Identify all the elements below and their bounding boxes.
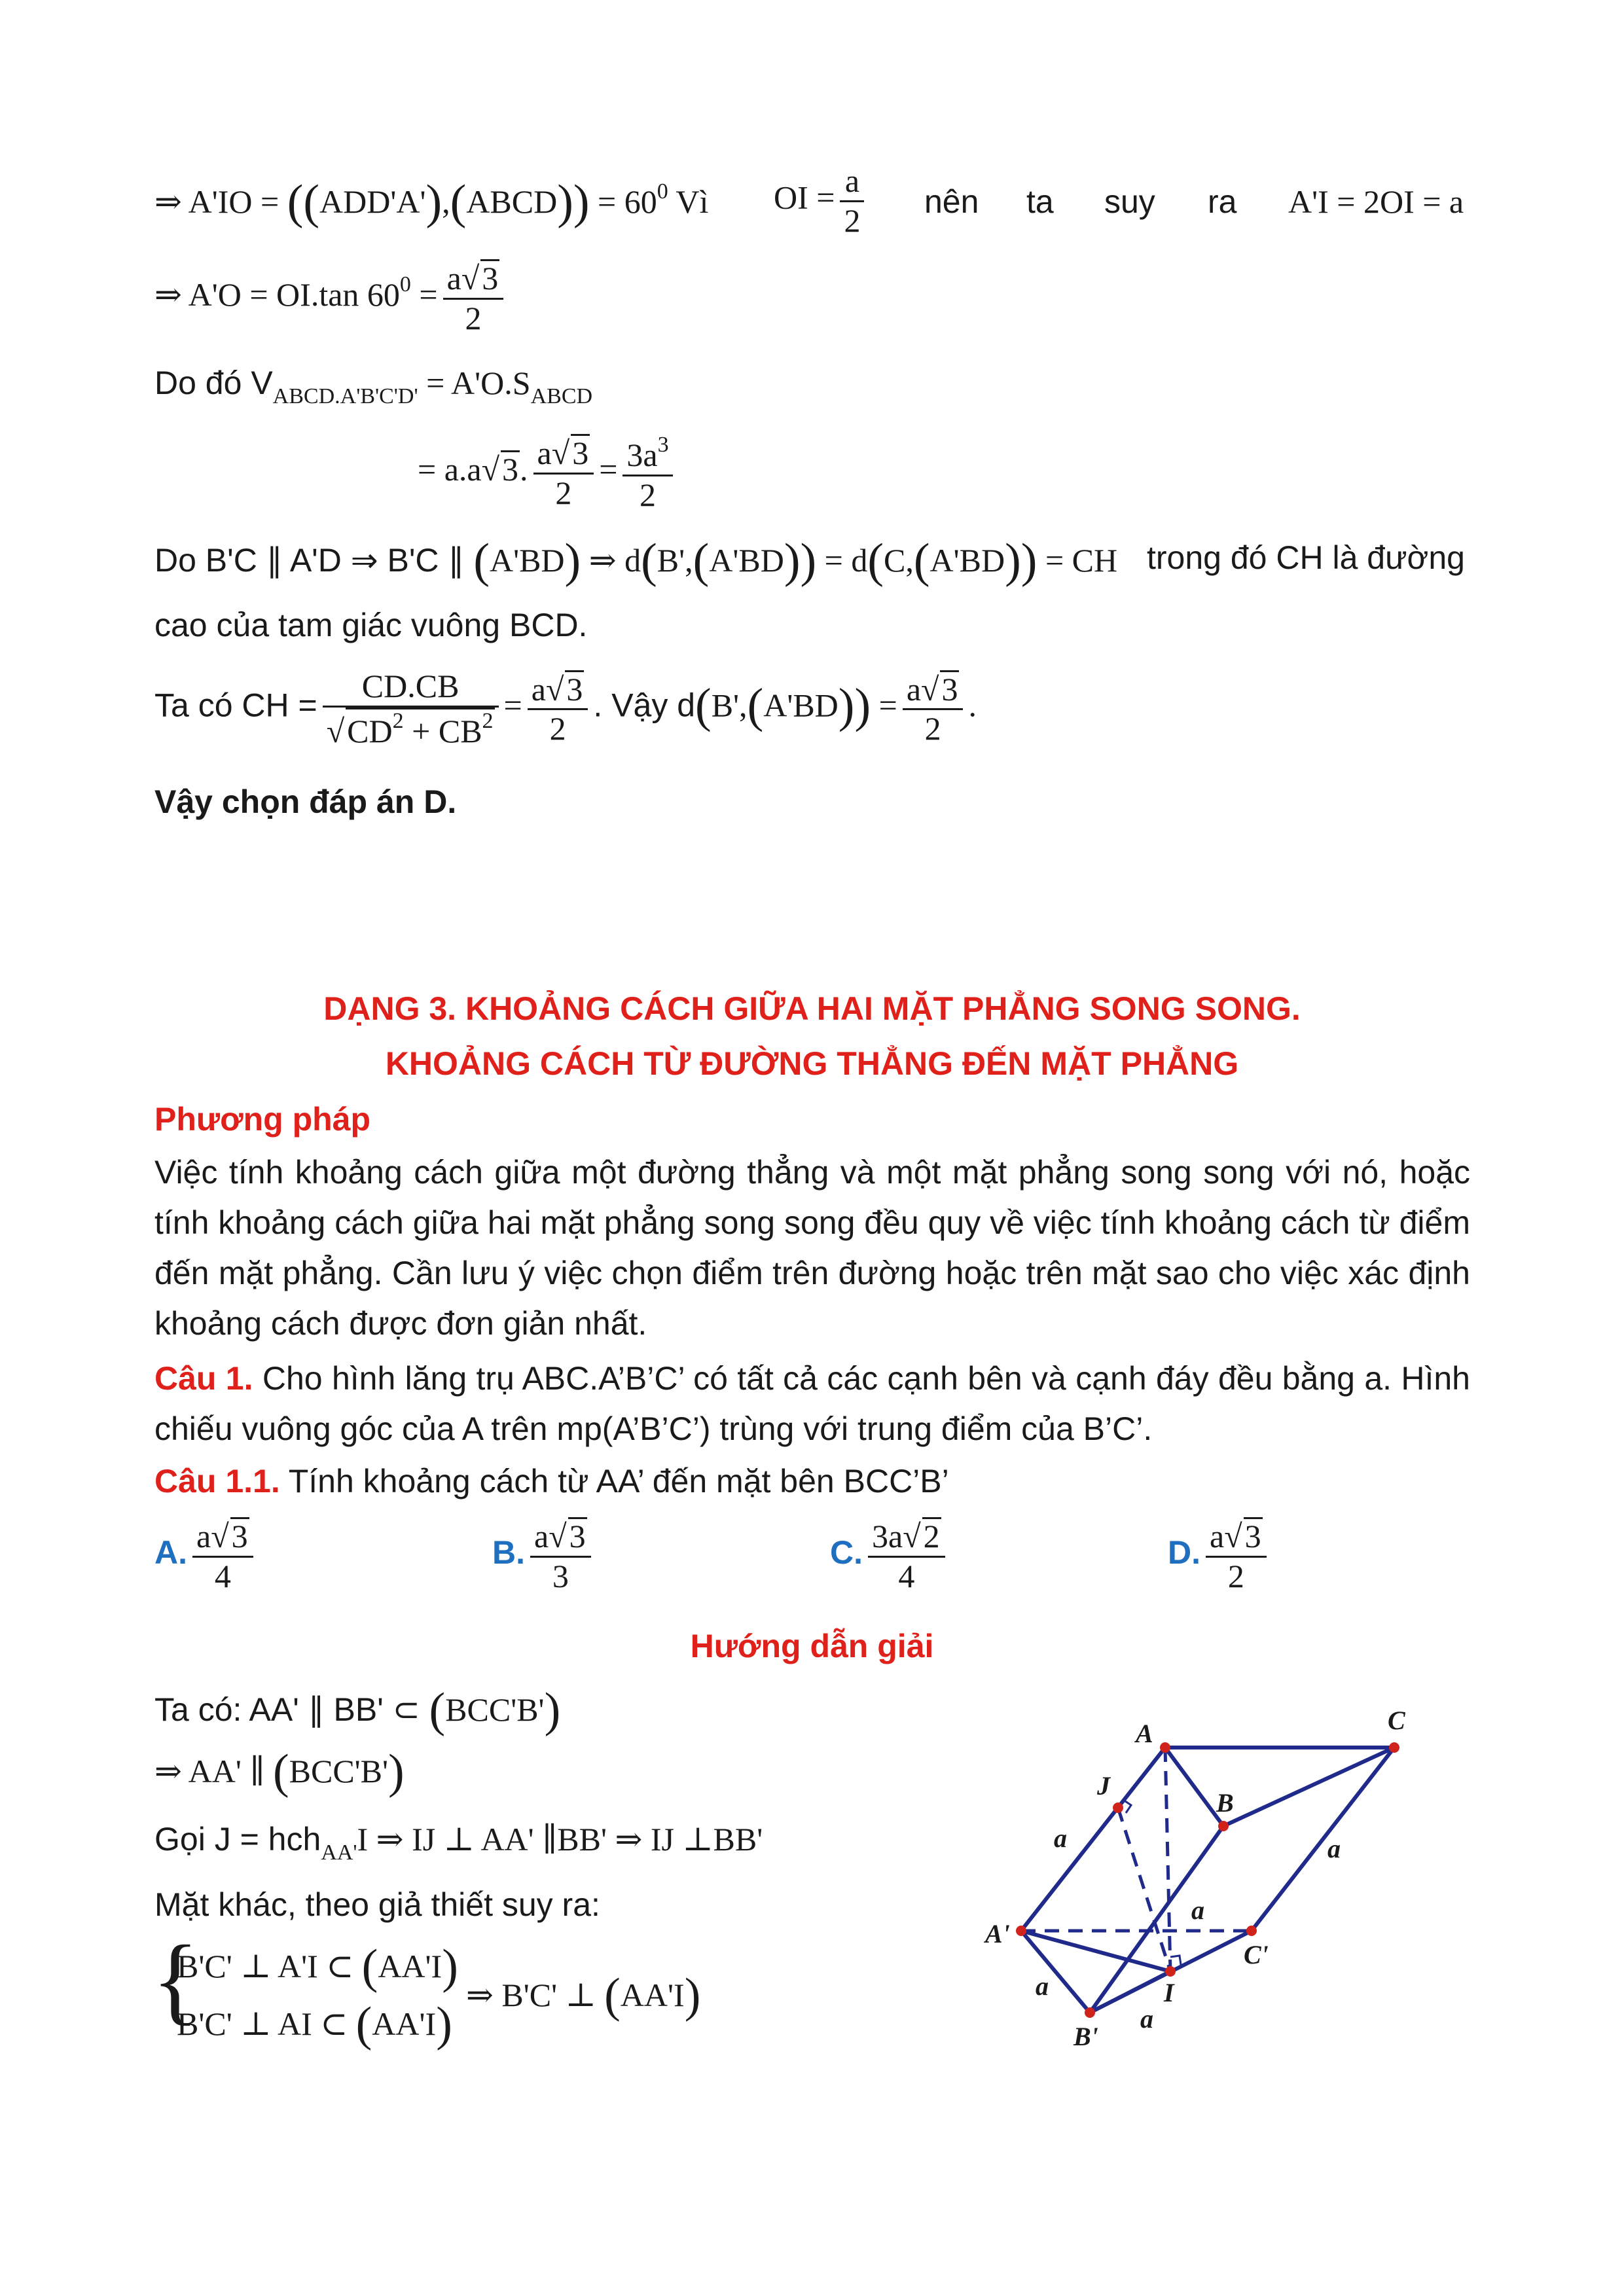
point-j <box>1113 1803 1123 1813</box>
prism-figure <box>969 1702 1466 2055</box>
section-subheading: KHOẢNG CÁCH TỪ ĐƯỜNG THẲNG ĐẾN MẶT PHẲNG <box>385 1045 1239 1082</box>
equation-oi: OI = $\frac{a}{2}$ <box>774 162 869 240</box>
question-1-1-label: Câu 1.1. <box>154 1463 280 1499</box>
ch-computation: Ta có CH = $\frac{CD.CB}{√CD^2 + CB^2}$ = $\frac{a√3}{2}$ . Vậy d(B',(A'BD)) = $\frac{a√3}{2}$ . <box>154 668 977 749</box>
point-b1 <box>1085 2007 1095 2018</box>
edge-b-c <box>1223 1748 1394 1826</box>
edge-a-b <box>1165 1748 1223 1826</box>
solution-step-2: ⇒ AA' ∥ (BCC'B') <box>154 1745 405 1799</box>
word-nen: nên <box>924 183 979 220</box>
label-a: A <box>1136 1719 1153 1748</box>
method-line-2: tính khoảng cách giữa hai mặt phẳng song song đều quy về việc tính khoảng cách từ điểm <box>154 1204 1470 1241</box>
word-suy: suy <box>1104 183 1155 220</box>
equation-ai: A'I = 2OI = a <box>1288 183 1464 220</box>
solution-step-4: Mặt khác, theo giả thiết suy ra: <box>154 1886 600 1923</box>
edge-c-c1 <box>1252 1748 1394 1931</box>
answer-choice: Vậy chọn đáp án D. <box>154 783 457 820</box>
word-ta: ta <box>1026 183 1054 220</box>
method-line-3: đến mặt phẳng. Cần lưu ý việc chọn điểm trên đường hoặc trên mặt sao cho việc xác định <box>154 1255 1470 1291</box>
answer-a[interactable]: A. $\frac{a√3}{4}$ <box>154 1517 259 1595</box>
edge-label-2: a <box>1327 1834 1341 1863</box>
solution-step-1: Ta có: AA' ∥ BB' ⊂ (BCC'B') <box>154 1683 561 1737</box>
system-row-1: B'C' ⊥ A'I ⊂ (AA'I) <box>177 1940 458 1994</box>
right-angle-j <box>1123 1800 1131 1813</box>
label-j: J <box>1097 1771 1110 1801</box>
parallel-reasoning-tail: trong đó CH là đường <box>1147 539 1465 576</box>
section-heading: DẠNG 3. KHOẢNG CÁCH GIỮA HAI MẶT PHẲNG SONG SONG. <box>323 990 1301 1027</box>
solution-title: Hướng dẫn giải <box>690 1628 934 1664</box>
method-line-1: Việc tính khoảng cách giữa một đường thẳng và một mặt phẳng song song với nó, hoặc <box>154 1154 1470 1191</box>
solution-step-3: Gọi J = hch$_{AA'}$I ⇒ IJ ⊥ AA' ∥BB' ⇒ IJ ⊥BB' <box>154 1821 763 1865</box>
edge-label-4: a <box>1036 1971 1049 2001</box>
right-angle-i <box>1170 1956 1181 1965</box>
word-ra: ra <box>1208 183 1237 220</box>
question-1-label: Câu 1. <box>154 1360 253 1397</box>
method-title: Phương pháp <box>154 1101 371 1138</box>
system-result: ⇒ B'C' ⊥ (AA'I) <box>466 1969 701 2022</box>
method-line-4: khoảng cách được đơn giản nhất. <box>154 1305 647 1342</box>
equation-ao: ⇒ A'O = OI.tan $60^0$ = $\frac{a√3}{2}$ <box>154 259 509 337</box>
segment-j-i <box>1118 1808 1170 1971</box>
label-a1: A' <box>985 1919 1010 1948</box>
edge-label-1: a <box>1054 1823 1067 1853</box>
label-b: B <box>1216 1788 1234 1818</box>
answer-b[interactable]: B. $\frac{a√3}{3}$ <box>492 1517 596 1595</box>
volume-formula: Do đó $V_{ABCD.A'B'C'D'} = A'O.S_{ABCD}$ <box>154 365 593 408</box>
text-line: cao của tam giác vuông BCD. <box>154 607 588 643</box>
edge-b1-i <box>1090 1971 1170 2013</box>
edge-a-a1 <box>1021 1748 1165 1931</box>
label-i: I <box>1164 1978 1174 2007</box>
answer-d[interactable]: D. $\frac{a√3}{2}$ <box>1168 1517 1272 1595</box>
point-i <box>1165 1966 1176 1977</box>
label-b1: B' <box>1074 2022 1098 2051</box>
point-c <box>1389 1742 1399 1753</box>
point-b <box>1218 1821 1229 1831</box>
point-a <box>1160 1742 1170 1753</box>
label-c1: C' <box>1244 1940 1269 1969</box>
equation-angle-aio: ⇒ A'IO = ((ADD'A'),(ABCD)) = $60^0$ Vì <box>154 175 709 229</box>
edge-a1-b1 <box>1021 1931 1090 2013</box>
edge-label-3: a <box>1191 1895 1204 1925</box>
parallel-reasoning: Do B'C ∥ A'D ⇒ B'C ∥ (A'BD) ⇒ d(B',(A'BD)) = d(C,(A'BD)) = CH <box>154 534 1118 588</box>
height-a-i <box>1165 1748 1170 1971</box>
system-row-2: B'C' ⊥ AI ⊂ (AA'I) <box>177 1998 452 2051</box>
point-c1 <box>1246 1926 1257 1936</box>
label-c: C <box>1388 1706 1405 1735</box>
volume-result: = a.a√3. $\frac{a√3}{2}$ = $\frac{3a^3}{2}$ <box>418 432 678 514</box>
point-a1 <box>1016 1926 1026 1936</box>
question-1-line-2: chiếu vuông góc của A trên mp(A’B’C’) trùng với trung điểm của B’C’. <box>154 1410 1153 1447</box>
answer-c[interactable]: C. $\frac{3a√2}{4}$ <box>830 1517 950 1595</box>
edge-label-5: a <box>1140 2004 1153 2034</box>
question-1-1: Câu 1.1. Tính khoảng cách từ AA’ đến mặt bên BCC’B’ <box>154 1463 949 1499</box>
question-1-line-1: Câu 1. Cho hình lăng trụ ABC.A’B’C’ có tất cả các cạnh bên và cạnh đáy đều bằng a. Hình <box>154 1360 1470 1397</box>
system-brace: { <box>152 1926 199 2034</box>
